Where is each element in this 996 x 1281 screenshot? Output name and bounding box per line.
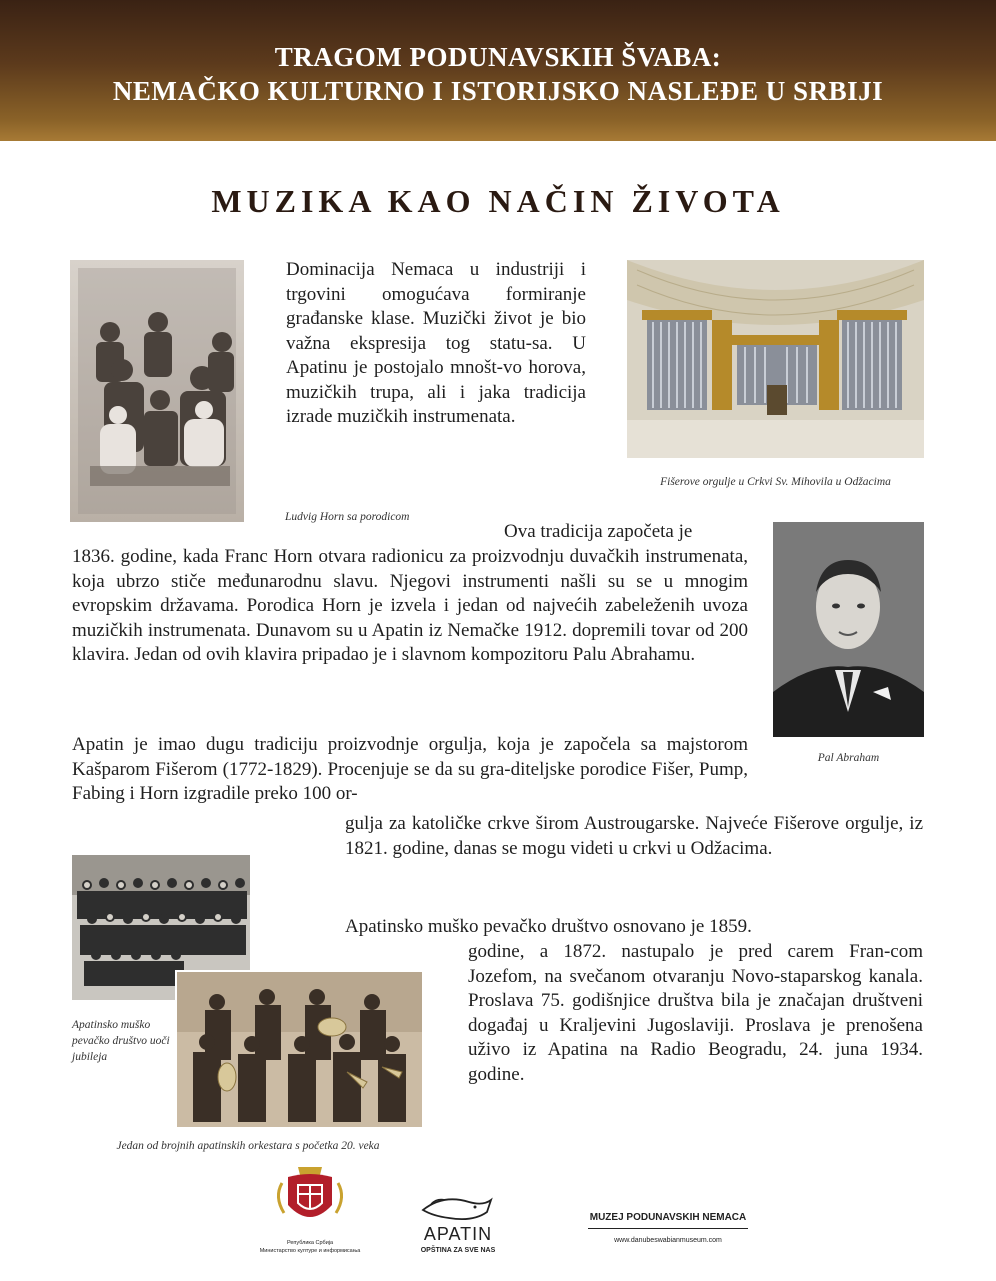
page-title: MUZIKA KAO NAČIN ŽIVOTA [211,183,785,219]
paragraph-choir-society-start: Apatinsko muško pevačko društvo osnovano je 1859. [345,916,752,937]
paragraph-horn-tradition: 1836. godine, kada Franc Horn otvara radionicu za proizvodnju duvačkih instrumenata, koja ubrzo stiče međunarodnu slavu. Njegovi instrumenti našli su se u mnogim evropskim državama. Porodica Horn je izvela i jedan od najvećih zabeleženih uvoza muzičkih instrumenata. Dunavom su u Apatin iz Nemačke 1912. dopremili tovar od 200 klavira. Jedan od ovih klavira pripadao je i slavnom kompozitoru Palu Abrahamu. [72,546,748,665]
pal-abraham-photo [773,522,924,737]
fish-icon [413,1192,503,1224]
organ-photo [627,260,924,458]
header-banner [0,0,996,141]
apatin-subtitle: OPŠTINA ZA SVE NAS [420,1247,496,1254]
apatin-logo [413,1192,503,1262]
orchestra-photo [175,970,424,1129]
caption-choir: Apatinsko muško pevačko društvo uoči jubileja [72,1019,170,1063]
horn-family-photo [70,260,244,522]
paragraph-organ-tradition: Apatin je imao dugu tradiciju proizvodnje orgulja, koja je započela sa majstorom Kašparom Fišerom (1772-1829). Procenjuje se da su gra-diteljske porodice Fišer, Pump, Fabing i Horn izgradile preko 100 or- [72,734,748,804]
paragraph-intro: Dominacija Nemaca u industriji i trgovini omogućava formiranje građanske klase. Muzički život je bio važna ekspresija tog statu-sa. U Apatinu je postojalo mnošt-vo horova, muzičkih trupa, ali i jaka tradicija izrade muzičkih instrumenata. [286,259,586,427]
paragraph-organ-tradition-cont: gulja za katoličke crkve širom Austrougarske. Najveće Fišerove orgulje, iz 1821. godine, danas se mogu videti u crkvi u Odžacima. [345,813,923,859]
museum-name: MUZEJ PODUNAVSKIH NEMACA [589,1212,747,1223]
banner-title-line1: TRAGOM PODUNAVSKIH ŠVABA: [274,42,722,72]
coat-of-arms-icon [260,1163,360,1235]
museum-logo [588,1210,748,1254]
apatin-name: APATIN [423,1224,493,1244]
caption-horn-family: Ludvig Horn sa porodicom [285,511,410,523]
museum-divider [588,1228,748,1229]
caption-orchestra: Jedan od brojnih apatinskih orkestara s početka 20. veka [116,1140,380,1152]
serbia-line1: Република Србија [286,1240,334,1246]
museum-url: www.danubeswabianmuseum.com [614,1237,722,1244]
paragraph-choir-society: godine, a 1872. nastupalo je pred carem Fran-com Jozefom, na svečanom otvaranju Novo-staparskog kanala. Proslava 75. godišnjice društva bila je značajan društveni događaj u Kraljevini Jugoslaviji. Proslava je prenošena uživo iz Apatina na Radio Beogradu, 24. juna 1934. godine. [468,941,923,1085]
caption-organ: Fišerove orgulje u Crkvi Sv. Mihovila u Odžacima [660,476,891,488]
paragraph-horn-tradition-start: Ova tradicija započeta je [504,521,693,542]
serbia-coat-of-arms-logo [260,1163,360,1263]
caption-pal-abraham: Pal Abraham [817,752,880,764]
serbia-line2: Министарство културе и информисања [259,1248,361,1254]
banner-title-line2: NEMAČKO KULTURNO I ISTORIJSKO NASLEĐE U SRBIJI [112,76,884,106]
